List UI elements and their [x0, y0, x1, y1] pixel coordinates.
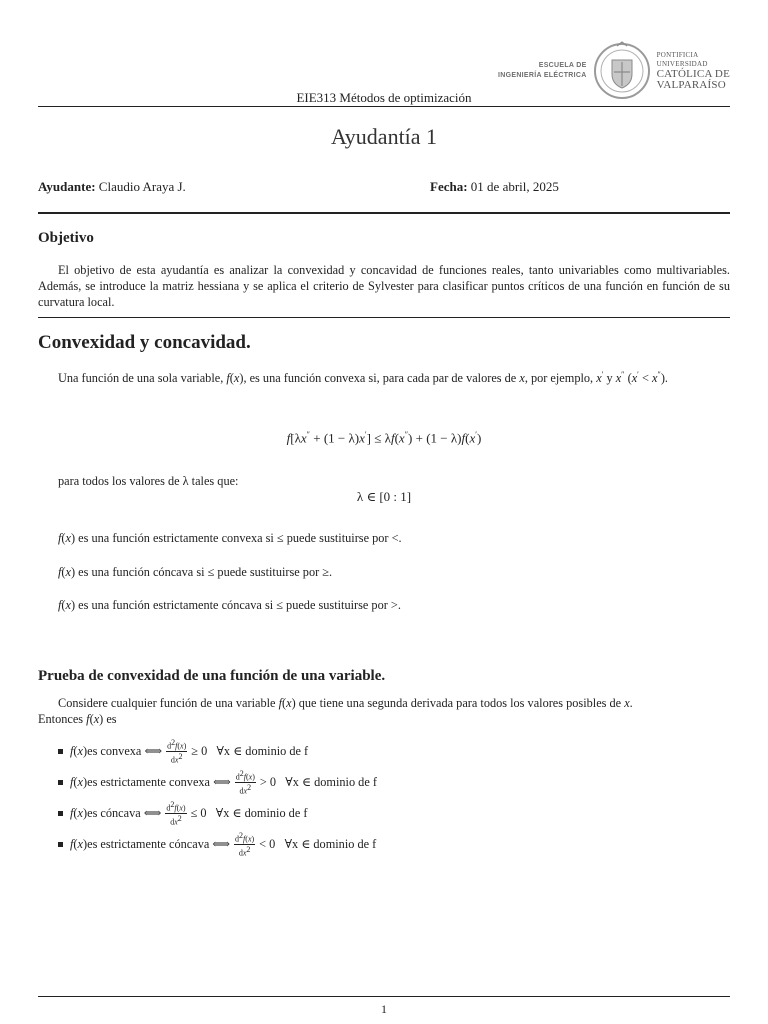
ayudante-label: Ayudante: — [38, 179, 96, 194]
section2-intro-2: Entonces f(x) es — [38, 712, 117, 726]
school-name — [498, 61, 587, 81]
uni-line-3: CATÓLICA DE — [656, 68, 730, 80]
list-item: f ( x ) es cóncava ⟺ $\frac{d^2f(x)}{dx^2}$ ≤ 0 ∀x ∈ dominio de f — [58, 800, 307, 826]
section-heading-prueba: Prueba de convexidad de una función de una variable. — [38, 668, 386, 684]
second-derivative: $\frac{d^2f(x)}{dx^2}$ — [167, 738, 187, 765]
header-rule — [38, 106, 730, 107]
school-line-1: ESCUELA DE — [538, 62, 587, 69]
university-name — [657, 51, 730, 91]
section1-intro: Una función de una sola variable, f(x), es una función convexa si, para cada par de valores de x, por ejemplo, x′ y x″ (x′ < x″). — [58, 370, 668, 386]
list-item: f ( x ) es estrictamente cóncava ⟺ $\frac{d^2f(x)}{dx^2}$ < 0 ∀x ∈ dominio de f — [58, 831, 376, 857]
top-rule — [38, 212, 730, 214]
strict-convex-line: f(x) es una función estrictamente convexa si ≤ puede sustituirse por <. — [58, 531, 402, 545]
uni-line-4: VALPARAÍSO — [656, 79, 726, 91]
lambda-text: para todos los valores de λ tales que: — [58, 474, 239, 488]
list-item: f ( x ) es estrictamente convexa ⟺ $\frac{d^2f(x)}{dx^2}$ > 0 ∀x ∈ dominio de f — [58, 769, 377, 795]
objetivo-rule — [38, 317, 730, 318]
footer-rule — [38, 996, 730, 997]
school-line-2: INGENIERÍA ELÉCTRICA — [498, 72, 587, 79]
bullet-icon — [58, 749, 63, 754]
fecha-value: 01 de abril, 2025 — [470, 179, 559, 194]
page-title: Ayudantía 1 — [330, 124, 438, 149]
fecha — [430, 179, 559, 195]
second-derivative: $\frac{d^2f(x)}{dx^2}$ — [235, 769, 255, 796]
bullet-icon — [58, 780, 63, 785]
objetivo-heading: Objetivo — [38, 230, 94, 246]
page-number: 1 — [381, 1002, 387, 1016]
bullet-icon — [58, 842, 63, 847]
bullet-icon — [58, 811, 63, 816]
uni-line-1: PONTIFICIA — [656, 51, 699, 59]
course-header: EIE313 Métodos de optimización — [296, 90, 472, 105]
objetivo-text: El objetivo de esta ayudantía es analizar la convexidad y concavidad de funciones reales, tanto univariables como multivariables. Además, se introduce la matriz hessiana y se aplica el criterio de Sylvester para clasificar puntos críticos de una función en función de su curvatura local. — [38, 263, 730, 309]
uni-line-2: UNIVERSIDAD — [656, 60, 708, 68]
ayudante — [38, 179, 186, 195]
second-derivative: $\frac{d^2f(x)}{dx^2}$ — [235, 831, 255, 858]
strict-concave-line: f(x) es una función estrictamente cóncava si ≤ puede sustituirse por >. — [58, 598, 401, 612]
fecha-label: Fecha: — [430, 179, 468, 194]
second-derivative: $\frac{d^2f(x)}{dx^2}$ — [166, 800, 186, 827]
convexity-inequality: f[λx″ + (1 − λ)x′] ≤ λf(x″) + (1 − λ)f(x′) — [286, 430, 482, 446]
section-heading-convexidad: Convexidad y concavidad. — [38, 332, 251, 353]
concave-line: f(x) es una función cóncava si ≤ puede sustituirse por ≥. — [58, 565, 333, 579]
ayudante-value: Claudio Araya J. — [98, 179, 186, 194]
section2-intro: Considere cualquier función de una variable f(x) que tiene una segunda derivada para todos los valores posibles de x. — [58, 696, 633, 710]
lambda-range: λ ∈ [0 : 1] — [356, 489, 412, 504]
list-item: f ( x ) es convexa ⟺ $\frac{d^2f(x)}{dx^2}$ ≥ 0 ∀x ∈ dominio de f — [58, 738, 308, 764]
